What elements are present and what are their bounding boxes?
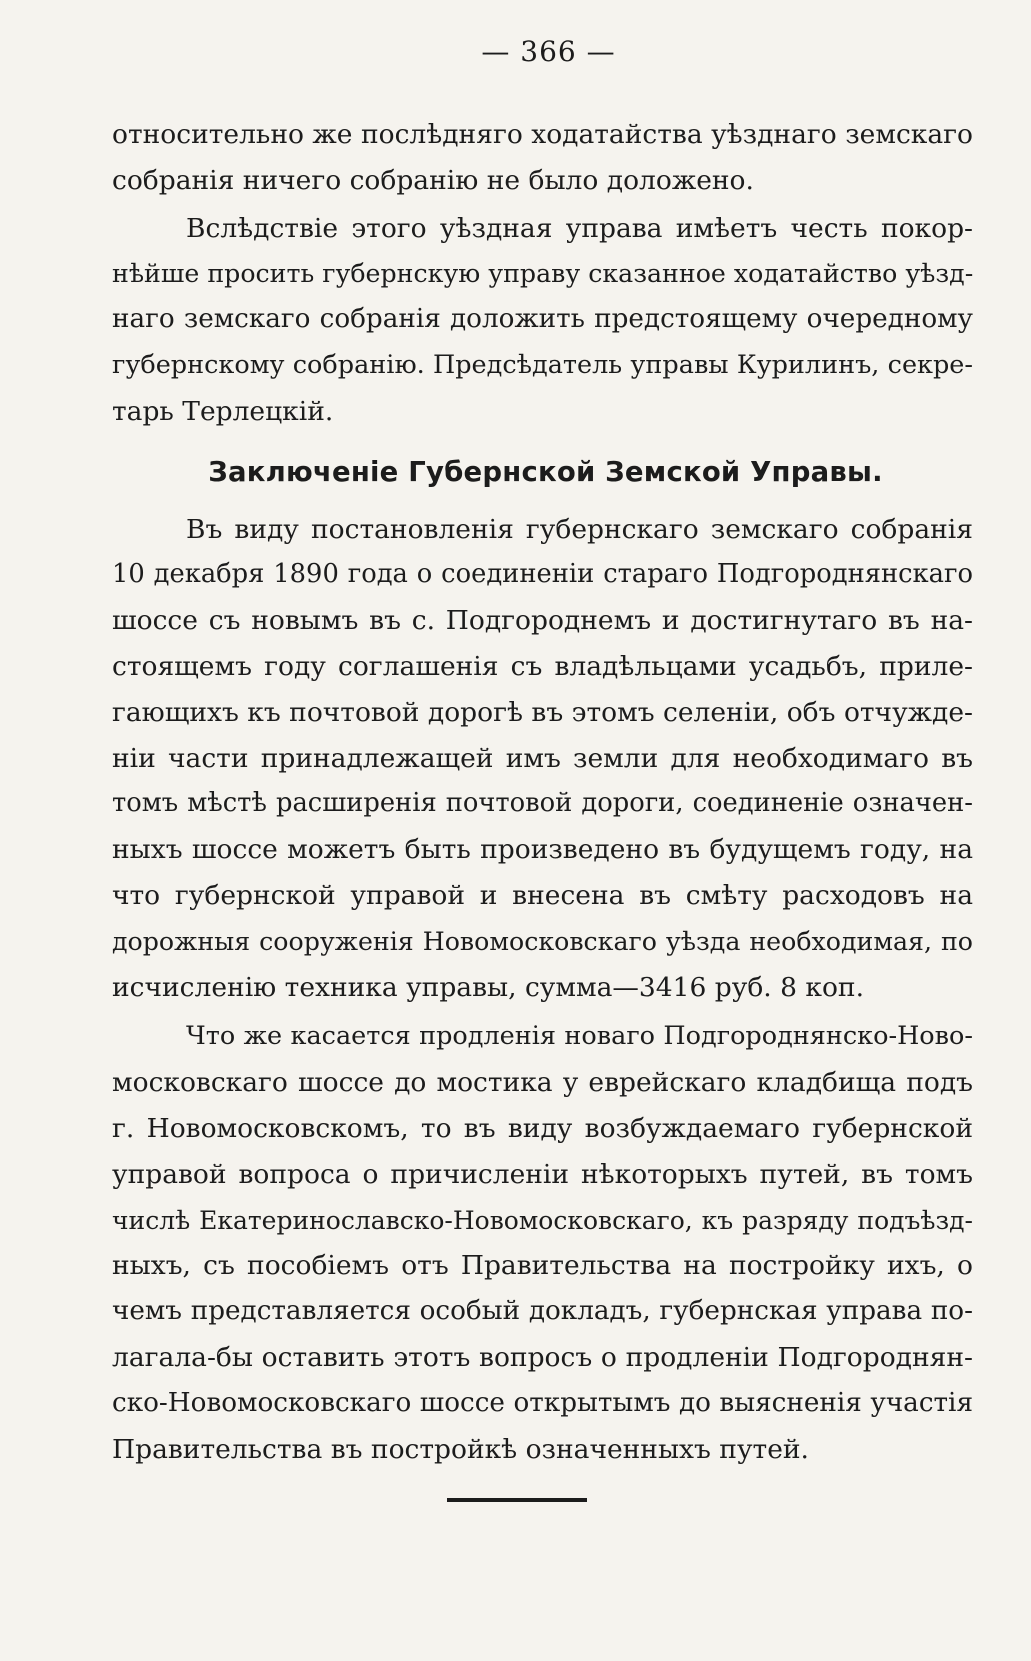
text-line: ніи части принадлежащей имъ земли для необходимаго въ [112, 742, 973, 774]
text-line: лагала-бы оставить этотъ вопросъ о продленіи Подгороднян- [112, 1341, 973, 1373]
paragraph-4 [112, 1014, 973, 1472]
text-line: московскаго шоссе до мостика у еврейскаго кладбища подъ [112, 1067, 973, 1099]
text-line: стоящемъ году соглашенія съ владѣльцами усадьбъ, приле- [112, 650, 973, 682]
text-line: исчисленію техника управы, сумма—3416 руб. 8 коп. [112, 971, 865, 1003]
text-line: губернскому собранію. Предсѣдатель управы Курилинъ, секре- [112, 349, 973, 380]
text-line: шоссе съ новымъ въ с. Подгороднемъ и достигнутаго въ на- [112, 605, 973, 637]
text-line: Правительства въ постройкѣ означенныхъ путей. [112, 1433, 809, 1465]
paragraph-2 [112, 206, 973, 435]
text-line: наго земскаго собранія доложить предстоящему очередному [112, 304, 973, 335]
text-line: числѣ Екатеринославско-Новомосковскаго, къ разряду подъѣзд- [112, 1205, 973, 1235]
text-line: гающихъ къ почтовой дорогѣ въ этомъ селеніи, объ отчужде- [112, 696, 973, 728]
text-line: что губернской управой и внесена въ смѣту расходовъ на [112, 879, 973, 911]
paragraph-1 [112, 112, 973, 204]
text-line: относительно же послѣдняго ходатайства уѣзднаго земскаго [112, 119, 973, 150]
page-number: — 366 — [481, 35, 616, 68]
text-line: дорожныя сооруженія Новомосковскаго уѣзда необходимая, по [112, 926, 973, 956]
text-line: ныхъ шоссе можетъ быть произведено въ будущемъ году, на [112, 834, 973, 866]
text-line: ско-Новомосковскаго шоссе открытымъ до выясненія участія [112, 1387, 973, 1418]
text-line: г. Новомосковскомъ, то въ виду возбуждаемаго губернской [112, 1112, 973, 1144]
section-heading: Заключеніе Губернской Земской Управы. [208, 455, 883, 488]
text-line: управой вопроса о причисленіи нѣкоторыхъ путей, въ томъ [112, 1158, 973, 1190]
text-line: собранія ничего собранію не было доложено. [112, 164, 754, 196]
text-line: Что же касается продленія новаго Подгороднянско-Ново- [186, 1021, 973, 1052]
paragraph-3 [112, 507, 973, 1011]
text-line: нѣйше просить губернскую управу сказанное ходатайство уѣзд- [112, 259, 974, 289]
text-line: тарь Терлецкій. [112, 395, 334, 427]
end-rule-divider [447, 1498, 587, 1502]
text-line: Вслѣдствіе этого уѣздная управа имѣетъ честь покор- [186, 212, 973, 244]
text-line: ныхъ, съ пособіемъ отъ Правительства на постройку ихъ, о [112, 1250, 973, 1282]
text-line: томъ мѣстѣ расширенія почтовой дороги, соединеніе означен- [112, 788, 973, 819]
text-line: чемъ представляется особый докладъ, губернская управа по- [112, 1296, 973, 1327]
text-line: Въ виду постановленія губернскаго земскаго собранія [186, 513, 973, 545]
text-line: 10 декабря 1890 года о соединеніи стараго Подгороднянскаго [112, 559, 973, 590]
